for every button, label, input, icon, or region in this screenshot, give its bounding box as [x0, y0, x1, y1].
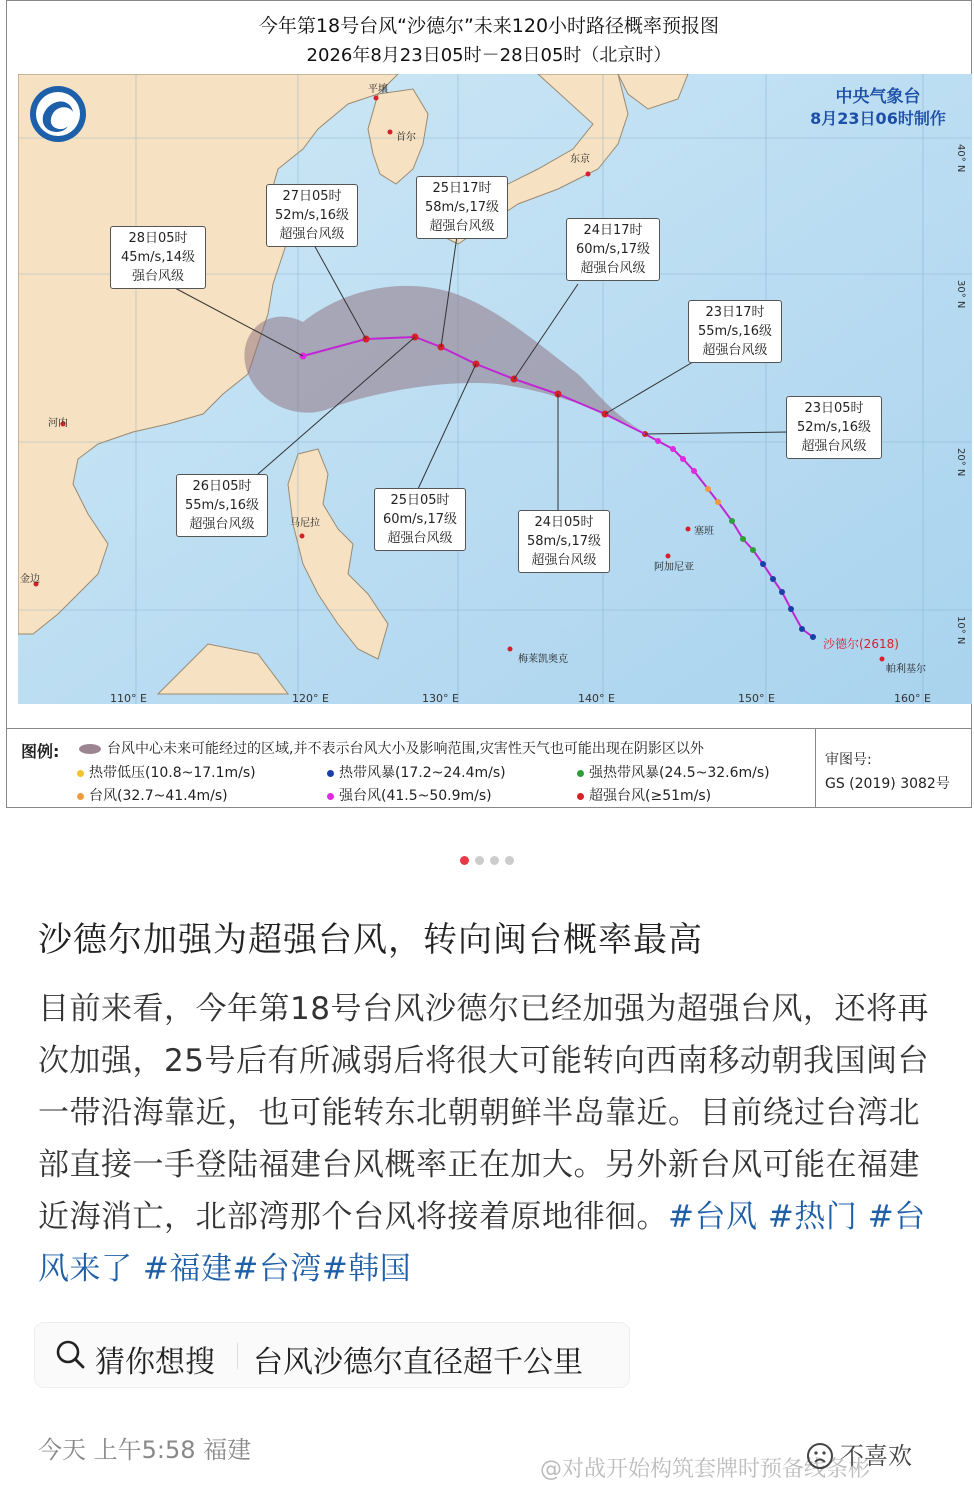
forecast-callout	[688, 300, 782, 363]
callout-time: 25日05时	[390, 493, 450, 508]
watermark: @对战开始构筑套牌时预备线条彬	[540, 1457, 871, 1482]
hashtag-link[interactable]: #台湾	[232, 1251, 322, 1287]
search-divider	[237, 1343, 238, 1369]
callout-time: 25日17时	[432, 181, 492, 196]
post-headline: 沙德尔加强为超强台风，转向闽台概率最高	[38, 920, 703, 960]
callout-time: 27日05时	[282, 189, 342, 204]
forecast-callout	[176, 474, 268, 537]
callout-speed: 60m/s,17级	[575, 242, 651, 257]
svg-text:马尼拉: 马尼拉	[290, 518, 320, 529]
svg-text:阿加尼亚: 阿加尼亚	[654, 562, 694, 573]
forecast-callout	[416, 176, 508, 239]
svg-text:东京: 东京	[570, 154, 590, 165]
svg-text:塞班: 塞班	[694, 526, 714, 537]
hashtag-link[interactable]: #台风	[668, 1199, 758, 1235]
callout-grade: 超强台风级	[429, 219, 495, 234]
sad-face-icon	[806, 1442, 834, 1470]
callout-time: 24日05时	[534, 515, 594, 530]
callout-speed: 55m/s,16级	[697, 324, 773, 339]
legend-area-desc: 台风中心未来可能经过的区域,并不表示台风大小及影响范围,灾害性天气也可能出现在阴影区以外	[79, 738, 704, 758]
callout-speed: 58m/s,17级	[526, 534, 602, 549]
dot-icon	[577, 770, 584, 777]
callout-speed: 52m/s,16级	[796, 420, 872, 435]
callout-speed: 45m/s,14级	[120, 250, 196, 265]
post-meta: 今天 上午5:58 福建	[38, 1436, 252, 1464]
forecast-callout	[518, 510, 610, 573]
dot-icon	[327, 770, 334, 777]
forecast-callout	[566, 218, 660, 281]
lon-label: 150° E	[738, 692, 775, 705]
callout-grade: 强台风级	[131, 269, 184, 284]
legend-title: 图例:	[21, 742, 60, 761]
map-legend	[6, 728, 972, 808]
legend-item: 强热带风暴(24.5~32.6m/s)	[577, 762, 770, 782]
svg-text:金边: 金边	[20, 574, 40, 585]
hashtag-link[interactable]: #台风来了	[38, 1199, 926, 1287]
callout-grade: 超强台风级	[387, 531, 453, 546]
legend-item: 热带风暴(17.2~24.4m/s)	[327, 762, 506, 782]
lon-label: 120° E	[292, 692, 329, 705]
carousel-dot[interactable]	[460, 856, 469, 865]
forecast-callout	[110, 226, 206, 289]
related-search[interactable]	[34, 1322, 630, 1388]
figure-title: 今年第18号台风“沙德尔”未来120小时路径概率预报图	[258, 15, 720, 37]
legend-item: 强台风(41.5~50.9m/s)	[327, 785, 492, 805]
callout-time: 23日17时	[705, 305, 765, 320]
lon-label: 140° E	[578, 692, 615, 705]
cma-logo-icon	[30, 86, 86, 142]
hashtag-link[interactable]: #韩国	[321, 1251, 412, 1287]
legend-item: 热带低压(10.8~17.1m/s)	[77, 762, 256, 782]
forecast-callout	[266, 184, 358, 247]
forecast-callout	[786, 396, 882, 459]
lon-label: 110° E	[110, 692, 147, 705]
callout-time: 28日05时	[128, 231, 188, 246]
svg-text:40° N: 40° N	[955, 144, 966, 173]
dot-icon	[77, 770, 84, 777]
dot-icon	[327, 793, 334, 800]
callout-speed: 52m/s,16级	[274, 208, 350, 223]
callout-speed: 58m/s,17级	[424, 200, 500, 215]
callout-grade: 超强台风级	[189, 517, 255, 532]
lon-label: 160° E	[894, 692, 931, 705]
svg-text:平壤: 平壤	[368, 84, 388, 95]
search-query[interactable]: 台风沙德尔直径超千公里	[253, 1345, 583, 1380]
lon-label: 130° E	[422, 692, 459, 705]
hashtag-link[interactable]: #热门	[767, 1199, 858, 1235]
callout-grade: 超强台风级	[580, 261, 646, 276]
svg-text:首尔: 首尔	[396, 132, 416, 143]
callout-grade: 超强台风级	[279, 227, 345, 242]
forecast-callout	[374, 488, 466, 551]
carousel-dot[interactable]	[475, 856, 484, 865]
svg-text:20° N: 20° N	[955, 448, 966, 477]
callout-grade: 超强台风级	[702, 343, 768, 358]
callout-time: 26日05时	[192, 479, 252, 494]
dot-icon	[77, 793, 84, 800]
legend-item: 台风(32.7~41.4m/s)	[77, 785, 228, 805]
cone-swatch-icon	[79, 744, 101, 754]
dot-icon	[577, 793, 584, 800]
callout-grade: 超强台风级	[801, 439, 867, 454]
post-body	[38, 983, 938, 1295]
legend-item: 超强台风(≥51m/s)	[577, 785, 711, 805]
callout-time: 23日05时	[804, 401, 864, 416]
callout-grade: 超强台风级	[531, 553, 597, 568]
made-at: 8月23日06时制作	[810, 109, 946, 128]
search-icon	[55, 1339, 85, 1369]
dislike-label: 不喜欢	[840, 1442, 912, 1470]
search-prefix: 猜你想搜	[95, 1345, 215, 1380]
review-number: GS (2019) 3082号	[825, 776, 950, 792]
legend-divider	[815, 729, 816, 807]
hashtag-link[interactable]: #福建	[142, 1251, 233, 1287]
svg-text:河内: 河内	[48, 418, 68, 429]
forecast-map[interactable]	[18, 74, 972, 714]
review-label: 审图号:	[825, 752, 872, 768]
typhoon-name-label: 沙德尔(2618)	[823, 637, 899, 651]
post-body-text: 目前来看，今年第18号台风沙德尔已经加强为超强台风，还将再次加强，25号后有所减弱后将很大可能转向西南移动朝我国闽台一带沿海靠近，也可能转东北朝朝鲜半岛靠近。目前绕过台湾北部直接一手登陆福建台风概率正在加大。另外新台风可能在福建近海消亡，北部湾那个台风将接着原地徘徊。	[38, 991, 929, 1235]
svg-text:帕利基尔: 帕利基尔	[886, 664, 926, 675]
callout-time: 24日17时	[583, 223, 643, 238]
dislike-button[interactable]	[806, 1436, 912, 1471]
svg-text:10° N: 10° N	[955, 616, 966, 645]
carousel-dot[interactable]	[505, 856, 514, 865]
callout-speed: 55m/s,16级	[184, 498, 260, 513]
svg-text:梅莱凯奥克: 梅莱凯奥克	[518, 654, 568, 665]
figure-subtitle: 2026年8月23日05时－28日05时（北京时）	[306, 45, 672, 66]
carousel-dot[interactable]	[490, 856, 499, 865]
carousel-indicator[interactable]	[0, 850, 974, 869]
svg-text:30° N: 30° N	[955, 280, 966, 309]
agency-name: 中央气象台	[835, 87, 921, 107]
callout-speed: 60m/s,17级	[382, 512, 458, 527]
